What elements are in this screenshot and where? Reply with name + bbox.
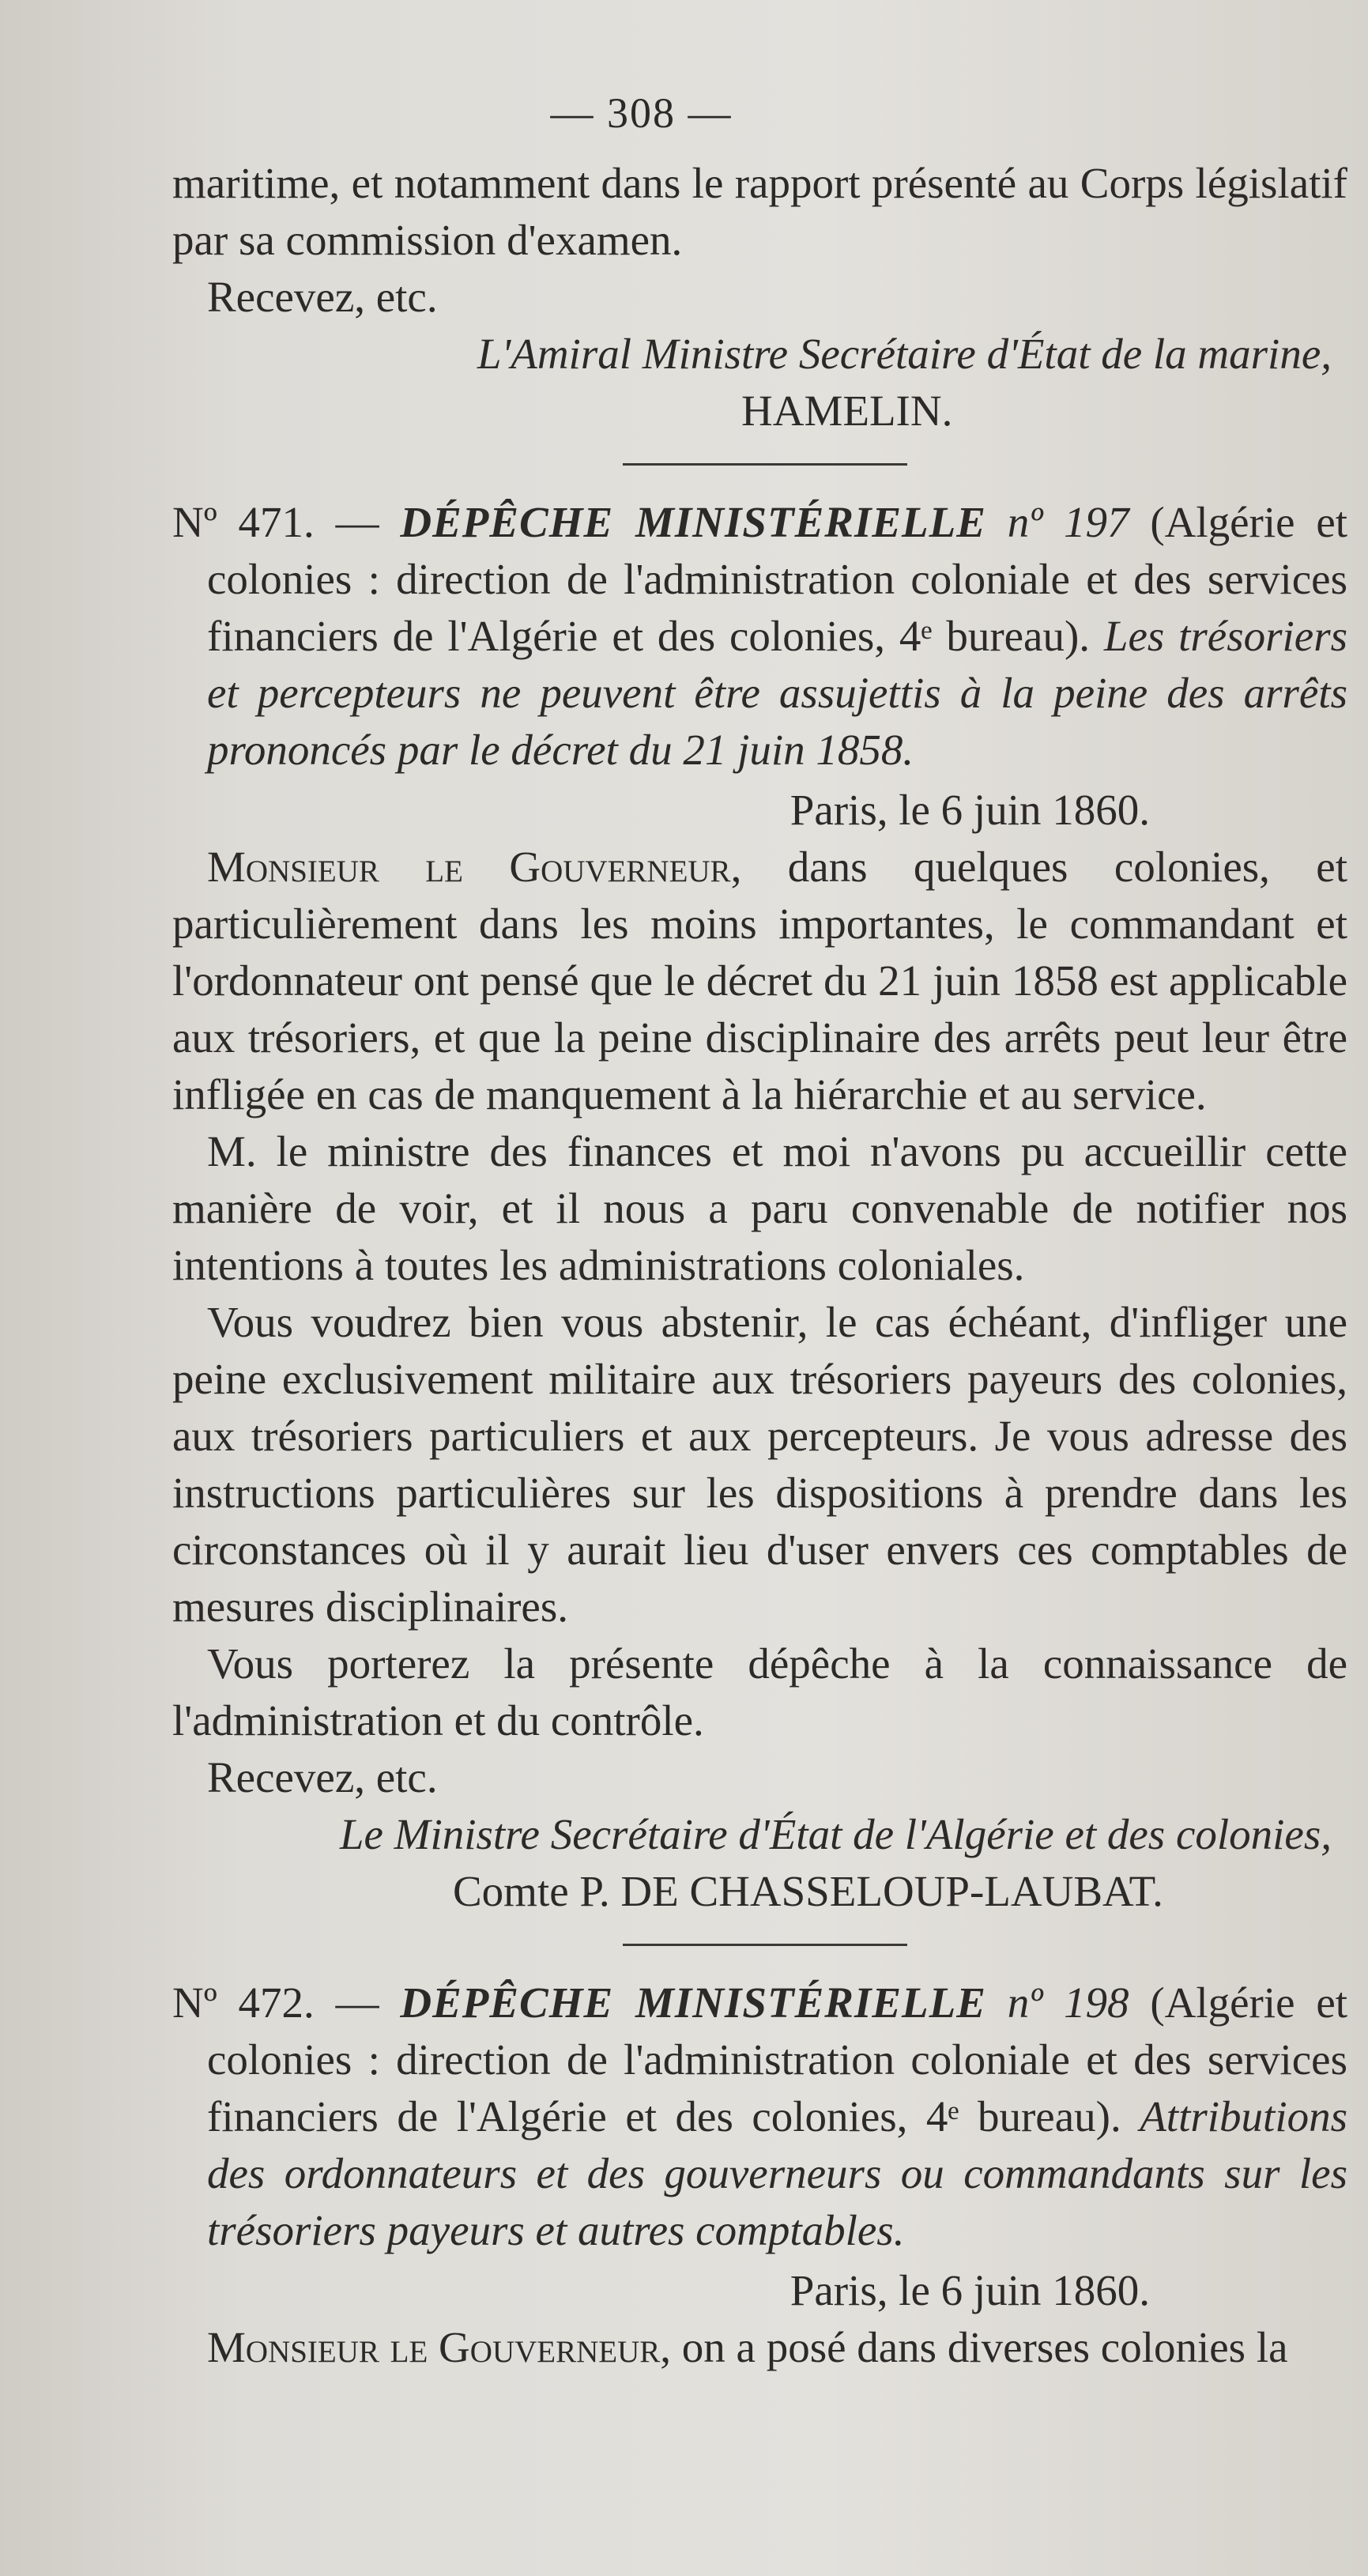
entry-471-p1-text: dans quelques colonies, et particulièrement dans les moins importantes, le commandant et l'ordonnateur ont pensé que le décret du 21 juin 1858 est applicable aux trésoriers, et que la peine disciplinaire des arrêts peut leur être infligée en cas de manquement à la hiérarchie et au service. [172,843,1347,1118]
entry-472-ref: nº 198 [1007,1978,1129,2027]
continuation-signature-name: HAMELIN. [741,387,953,435]
continuation-closing: Recevez, etc. [207,273,438,321]
entry-471-department: (Algérie et colonies : direction de l'administration coloniale et des services financiers de l'Algérie et des colonies, 4ᵉ bureau). [207,498,1348,660]
continuation-signature-title: L'Amiral Ministre Secrétaire d'État de la marine, [477,330,1332,378]
section-divider [623,463,907,466]
entry-471-paragraph-2: M. le ministre des finances et moi n'avons pu accueillir cette manière de voir, et il nous a paru convenable de notifier nos intentions à toutes les administrations coloniales. [172,1127,1347,1289]
entry-472-summary: Attributions des ordonnateurs et des gouverneurs ou commandants sur les trésoriers payeurs et autres comptables. [207,2092,1348,2254]
entry-472-number: Nº 472. — [172,1978,379,2027]
entry-471-salutation: Monsieur le Gouverneur, [207,843,742,891]
entry-471-heading [172,494,1347,779]
entry-471-signature-title: Le Ministre Secrétaire d'État de l'Algérie et des colonies, [339,1810,1332,1858]
entry-472-p1-text: on a posé dans diverses colonies la [681,2323,1288,2371]
entry-471-type: DÉPÊCHE MINISTÉRIELLE [400,498,986,546]
entry-472-department: (Algérie et colonies : direction de l'administration coloniale et des services financiers de l'Algérie et des colonies, 4ᵉ bureau). [207,1978,1348,2140]
section-divider-2 [623,1944,907,1946]
entry-472-type: DÉPÊCHE MINISTÉRIELLE [400,1978,986,2027]
entry-472-dateline: Paris, le 6 juin 1860. [790,2266,1150,2314]
entry-472-heading [172,1974,1347,2259]
entry-472-paragraph-1 [172,2319,1347,2376]
entry-471-dateline: Paris, le 6 juin 1860. [790,786,1150,834]
entry-471-closing: Recevez, etc. [207,1753,438,1801]
entry-471-ref: nº 197 [1007,498,1129,546]
entry-472-salutation: Monsieur le Gouverneur, [207,2323,672,2371]
entry-471-number: Nº 471. — [172,498,379,546]
entry-471-paragraph-4: Vous porterez la présente dépêche à la connaissance de l'administration et du contrôle. [172,1639,1347,1744]
entry-471-paragraph-3: Vous voudrez bien vous abstenir, le cas échéant, d'infliger une peine exclusivement militaire aux trésoriers payeurs des colonies, aux trésoriers particuliers et aux percepteurs. Je vous adresse des instructions particulières sur les dispositions à prendre dans les circonstances où il y aurait lieu d'user envers ces comptables de mesures disciplinaires. [172,1298,1347,1631]
entry-471-paragraph-1 [172,839,1347,1123]
entry-471-signature-name: Comte P. DE CHASSELOUP-LAUBAT. [453,1867,1163,1915]
entry-471-summary: Les trésoriers et percepteurs ne peuvent être assujettis à la peine des arrêts prononcés par le décret du 21 juin 1858. [207,612,1348,774]
page-number: — 308 — [550,89,733,137]
continuation-text: maritime, et notamment dans le rapport présenté au Corps législatif par sa commission d'examen. [172,159,1347,264]
